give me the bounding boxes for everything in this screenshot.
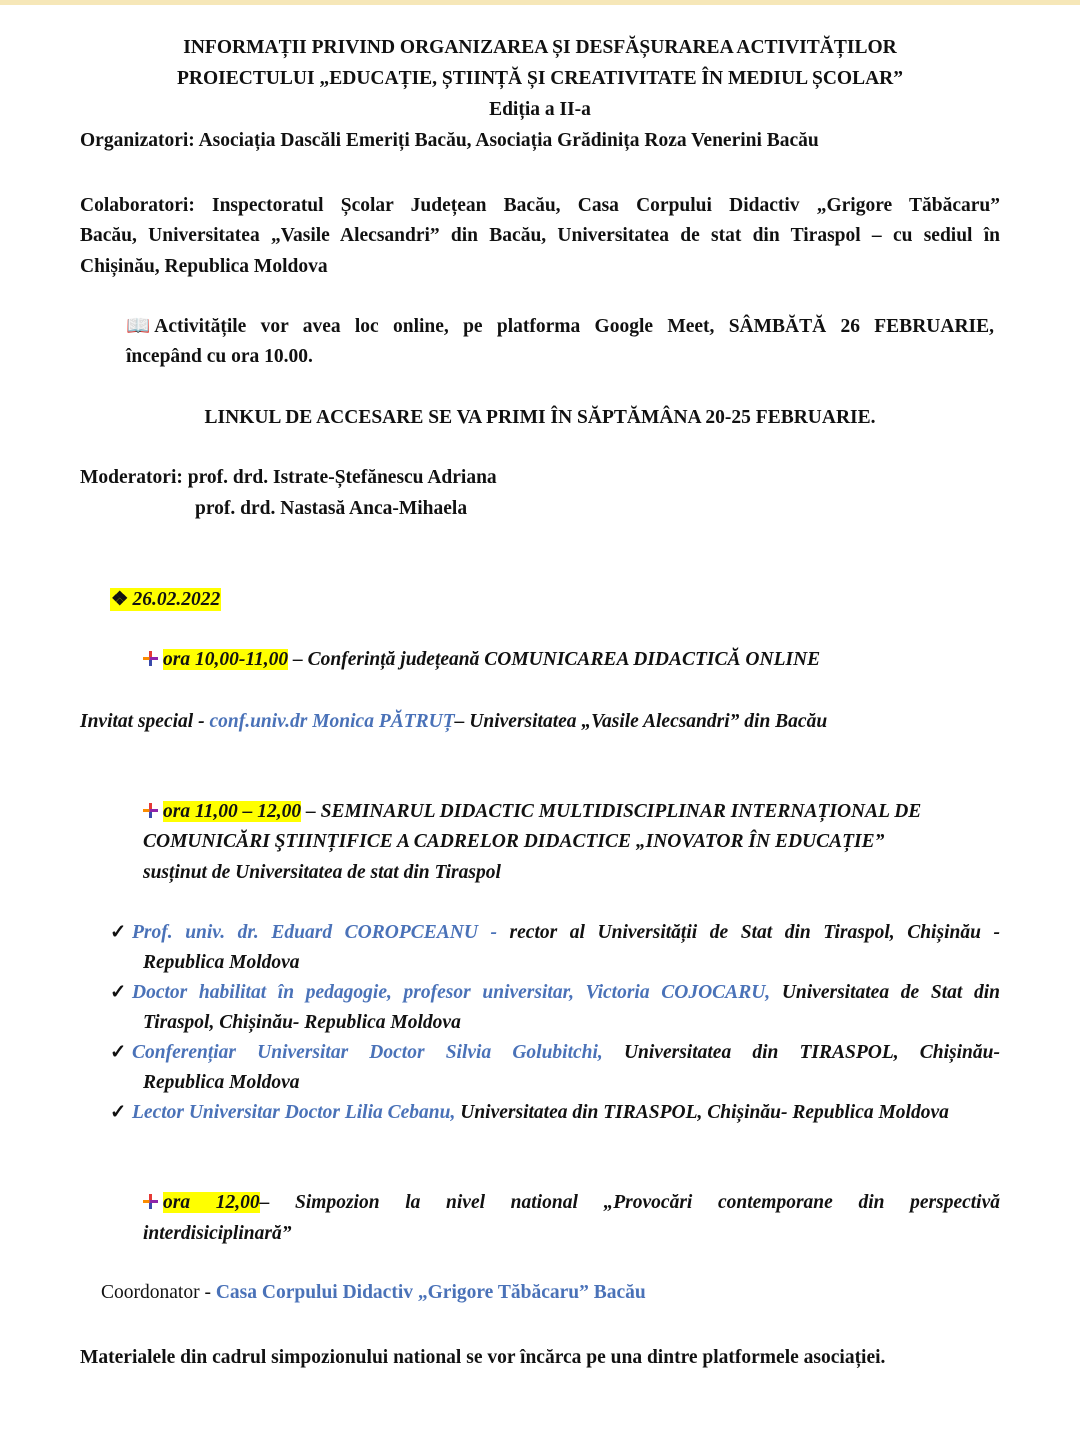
session3-time: ora 12,00 <box>163 1192 260 1213</box>
link-notice: LINKUL DE ACCESARE SE VA PRIMI ÎN SĂPTĂMÂNA 20-25 FEBRUARIE. <box>204 407 876 428</box>
coordinator-name: Casa Corpului Didactiv „Grigore Tăbăcaru” Bacău <box>215 1282 646 1303</box>
session2-header <box>143 797 921 827</box>
coordinator-label: Coordonator - <box>101 1282 216 1303</box>
event-date: ❖ 26.02.2022 <box>111 589 221 610</box>
moderator-1: prof. drd. Istrate-Ștefănescu Adriana <box>187 467 497 488</box>
session2-line-2: COMUNICĂRI ŞTIINȚIFICE A CADRELOR DIDACTICE „INOVATOR ÎN EDUCAȚIE” <box>143 831 885 852</box>
speaker-2: ✓ Doctor habilitat în pedagogie, profesor universitar, Victoria COJOCARU, Universitatea de Stat din <box>110 978 1000 1008</box>
diamond-icon: ❖ <box>111 589 129 610</box>
plus-bullet-icon <box>143 1194 158 1209</box>
speaker-2-cont: Tiraspol, Chișinău- Republica Moldova <box>143 1012 461 1033</box>
speaker-3-cont: Republica Moldova <box>143 1072 300 1093</box>
session2-line-3: susținut de Universitatea de stat din Tiraspol <box>143 862 501 883</box>
guest-name: conf.univ.dr Monica PĂTRUȚ <box>209 711 455 732</box>
session3-desc: – Simpozion la nivel national „Provocări contemporane din perspectivă <box>259 1192 1000 1213</box>
check-icon: ✓ <box>110 1042 127 1063</box>
moderators-label: Moderatori: <box>80 467 183 488</box>
collaborators-line-2: Bacău, Universitatea „Vasile Alecsandri” din Bacău, Universitatea de stat din Tiraspol – cu sediul în <box>80 225 1000 246</box>
title-line-2: PROIECTULUI „EDUCAȚIE, ȘTIINȚĂ ȘI CREATIVITATE ÎN MEDIUL ȘCOLAR” <box>177 68 903 89</box>
check-icon: ✓ <box>110 982 127 1003</box>
session2-time: ora 11,00 – 12,00 <box>163 801 302 822</box>
edition: Ediția a II-a <box>489 99 591 120</box>
book-icon: 📖 <box>126 316 151 337</box>
special-guest: Invitat special - conf.univ.dr Monica PĂTRUȚ– Universitatea „Vasile Alecsandri” din Bacău <box>80 711 828 732</box>
check-icon: ✓ <box>110 1102 127 1123</box>
speaker-3: ✓ Conferențiar Universitar Doctor Silvia Golubitchi, Universitatea din TIRASPOL, Chișinău- <box>110 1038 1000 1068</box>
speaker-1: ✓ Prof. univ. dr. Eduard COROPCEANU - rector al Universității de Stat din Tiraspol, Chișinău - <box>110 918 1000 948</box>
moderators-row-1 <box>80 463 497 493</box>
organizers: Organizatori: Asociația Dascăli Emeriți Bacău, Asociația Grădinița Roza Venerini Bacău <box>80 130 819 151</box>
collaborators-line-3: Chișinău, Republica Moldova <box>80 256 328 277</box>
online-info-line-1: 📖 Activitățile vor avea loc online, pe platforma Google Meet, SÂMBĂTĂ 26 FEBRUARIE, <box>126 312 994 342</box>
session1-time: ora 10,00-11,00 <box>163 649 289 670</box>
moderator-2: prof. drd. Nastasă Anca-Mihaela <box>195 498 468 519</box>
plus-bullet-icon <box>143 651 158 666</box>
online-info-line-2: începând cu ora 10.00. <box>126 346 313 367</box>
speaker-4: ✓ Lector Universitar Doctor Lilia Cebanu, Universitatea din TIRASPOL, Chișinău- Republica Moldova <box>110 1098 949 1128</box>
plus-bullet-icon <box>143 803 158 818</box>
collaborators-line-1: Colaboratori: Inspectoratul Școlar Județean Bacău, Casa Corpului Didactiv „Grigore Tăbăcaru” <box>80 195 1000 216</box>
session1-desc: – Conferință județeană COMUNICAREA DIDACTICĂ ONLINE <box>288 649 821 670</box>
footer-note: Materialele din cadrul simpozionului national se vor încărca pe una dintre platformele asociației. <box>80 1347 886 1368</box>
speaker-1-cont: Republica Moldova <box>143 952 300 973</box>
coordinator <box>101 1278 646 1308</box>
session2-desc: – SEMINARUL DIDACTIC MULTIDISCIPLINAR INTERNAȚIONAL DE <box>301 801 922 822</box>
session3-line-2: interdisiciplinară” <box>143 1223 292 1244</box>
title-line-1: INFORMAȚII PRIVIND ORGANIZAREA ȘI DESFĂȘURAREA ACTIVITĂȚILOR <box>183 37 897 58</box>
session1-header <box>143 645 820 675</box>
session3-header <box>143 1188 1000 1218</box>
check-icon: ✓ <box>110 922 127 943</box>
